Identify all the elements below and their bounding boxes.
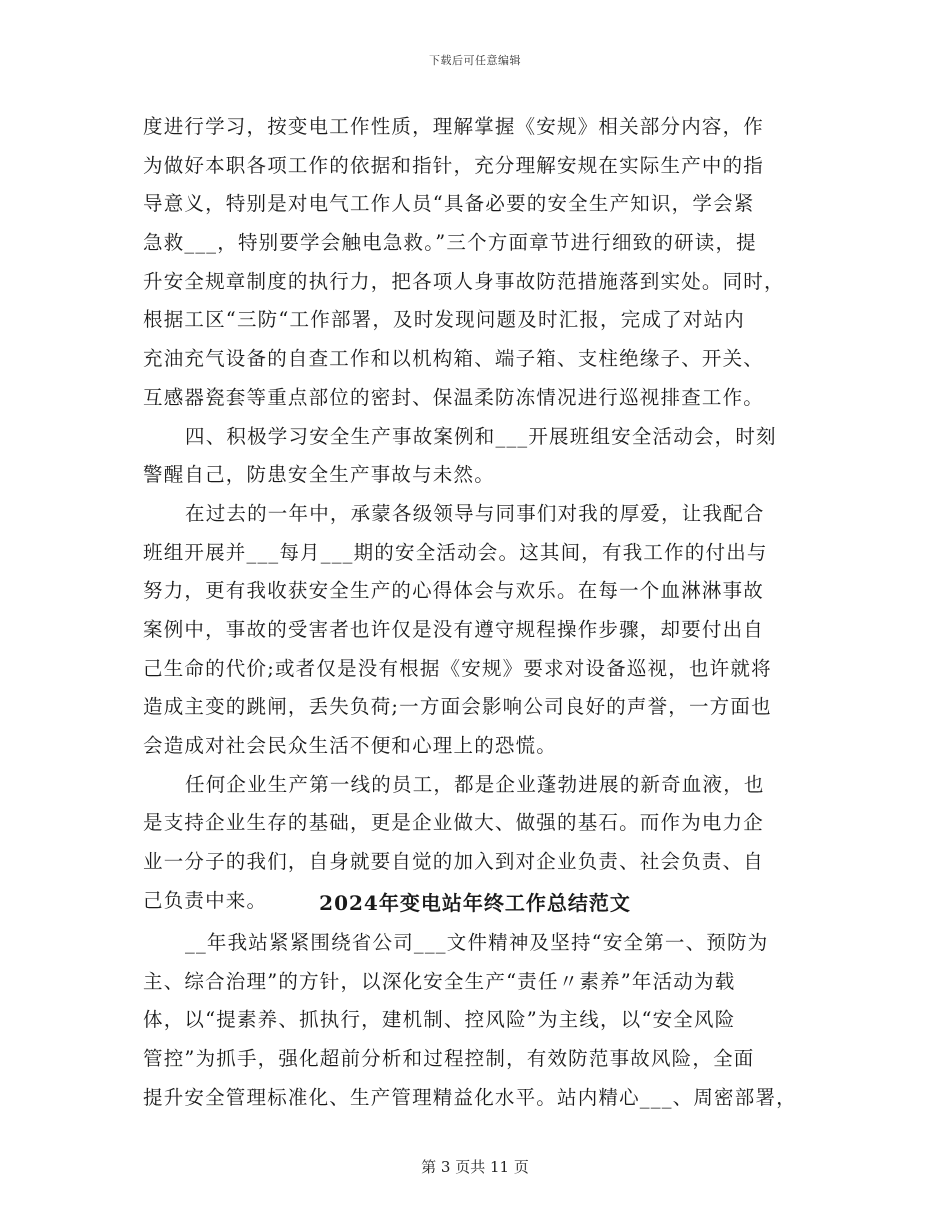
body-section-2 [143, 924, 819, 1117]
text-line: 主、综合治理”的方针，以深化安全生产“责任〃素养”年活动为载 [143, 969, 736, 993]
text-line: 警醒自己，防患安全生产事故与未然。 [143, 463, 495, 487]
text-line: 是支持企业生存的基础，更是企业做大、做强的基石。而作为电力企 [143, 811, 765, 835]
section-title: 2024年变电站年终工作总结范文 [319, 891, 631, 915]
text-line: 会造成对社会民众生活不便和心理上的恐慌。 [143, 734, 558, 757]
text-line: 造成主变的跳闸，丢失负荷;一方面会影响公司良好的声誉，一方面也 [143, 695, 772, 719]
text-line: 度进行学习，按变电工作性质，理解掌握《安规》相关部分内容，作 [143, 115, 765, 138]
page-header: 下载后可任意编辑 [429, 54, 521, 67]
text-line: 案例中，事故的受害者也许仅是没有遵守规程操作步骤，却要付出自 [143, 617, 765, 641]
text-line: 升安全规章制度的执行力，把各项人身事故防范措施落到实处。同时， [143, 269, 785, 293]
text-line: 己生命的代价;或者仅是没有根据《安规》要求对设备巡视，也许就将 [143, 656, 772, 680]
text-line: 在过去的一年中，承蒙各级领导与同事们对我的厚爱，让我配合 [185, 501, 765, 525]
body-section-1 [143, 108, 819, 920]
text-line: 任何企业生产第一线的员工，都是企业蓬勃进展的新奇血液，也 [185, 772, 765, 796]
text-line: 班组开展并___每月___期的安全活动会。这其间，有我工作的付出与 [143, 540, 768, 564]
text-line: 四、积极学习安全生产事故案例和___开展班组安全活动会，时刻 [185, 424, 777, 448]
text-line: 己负责中来。 [143, 888, 268, 912]
page-footer: 第 3 页共 11 页 [421, 1158, 529, 1176]
text-line: 为做好本职各项工作的依据和指针，充分理解安规在实际生产中的指 [143, 153, 765, 177]
text-line: 提升安全管理标准化、生产管理精益化水平。站内精心___、周密部署， [143, 1085, 797, 1109]
text-line: 管控”为抓手，强化超前分析和过程控制，有效防范事故风险，全面 [143, 1047, 755, 1071]
text-line: 导意义，特别是对电气工作人员“具备必要的安全生产知识，学会紧 [143, 192, 755, 216]
text-line: 体，以“提素养、抓执行，建机制、控风险”为主线，以“安全风险 [143, 1008, 736, 1032]
text-line: 互感器瓷套等重点部位的密封、保温柔防冻情况进行巡视排查工作。 [143, 385, 765, 409]
text-line: 业一分子的我们，自身就要自觉的加入到对企业负责、社会负责、自 [143, 850, 765, 874]
text-line: 充油充气设备的自查工作和以机构箱、端子箱、支柱绝缘子、开关、 [143, 347, 765, 371]
text-line: __年我站紧紧围绕省公司___文件精神及坚持“安全第一、预防为 [185, 931, 769, 954]
text-line: 急救___，特别要学会触电急救。”三个方面章节进行细致的研读，提 [143, 231, 757, 255]
text-line: 努力，更有我收获安全生产的心得体会与欢乐。在每一个血淋淋事故 [143, 579, 765, 603]
text-line: 根据工区“三防“工作部署，及时发现问题及时汇报，完成了对站内 [143, 308, 745, 332]
